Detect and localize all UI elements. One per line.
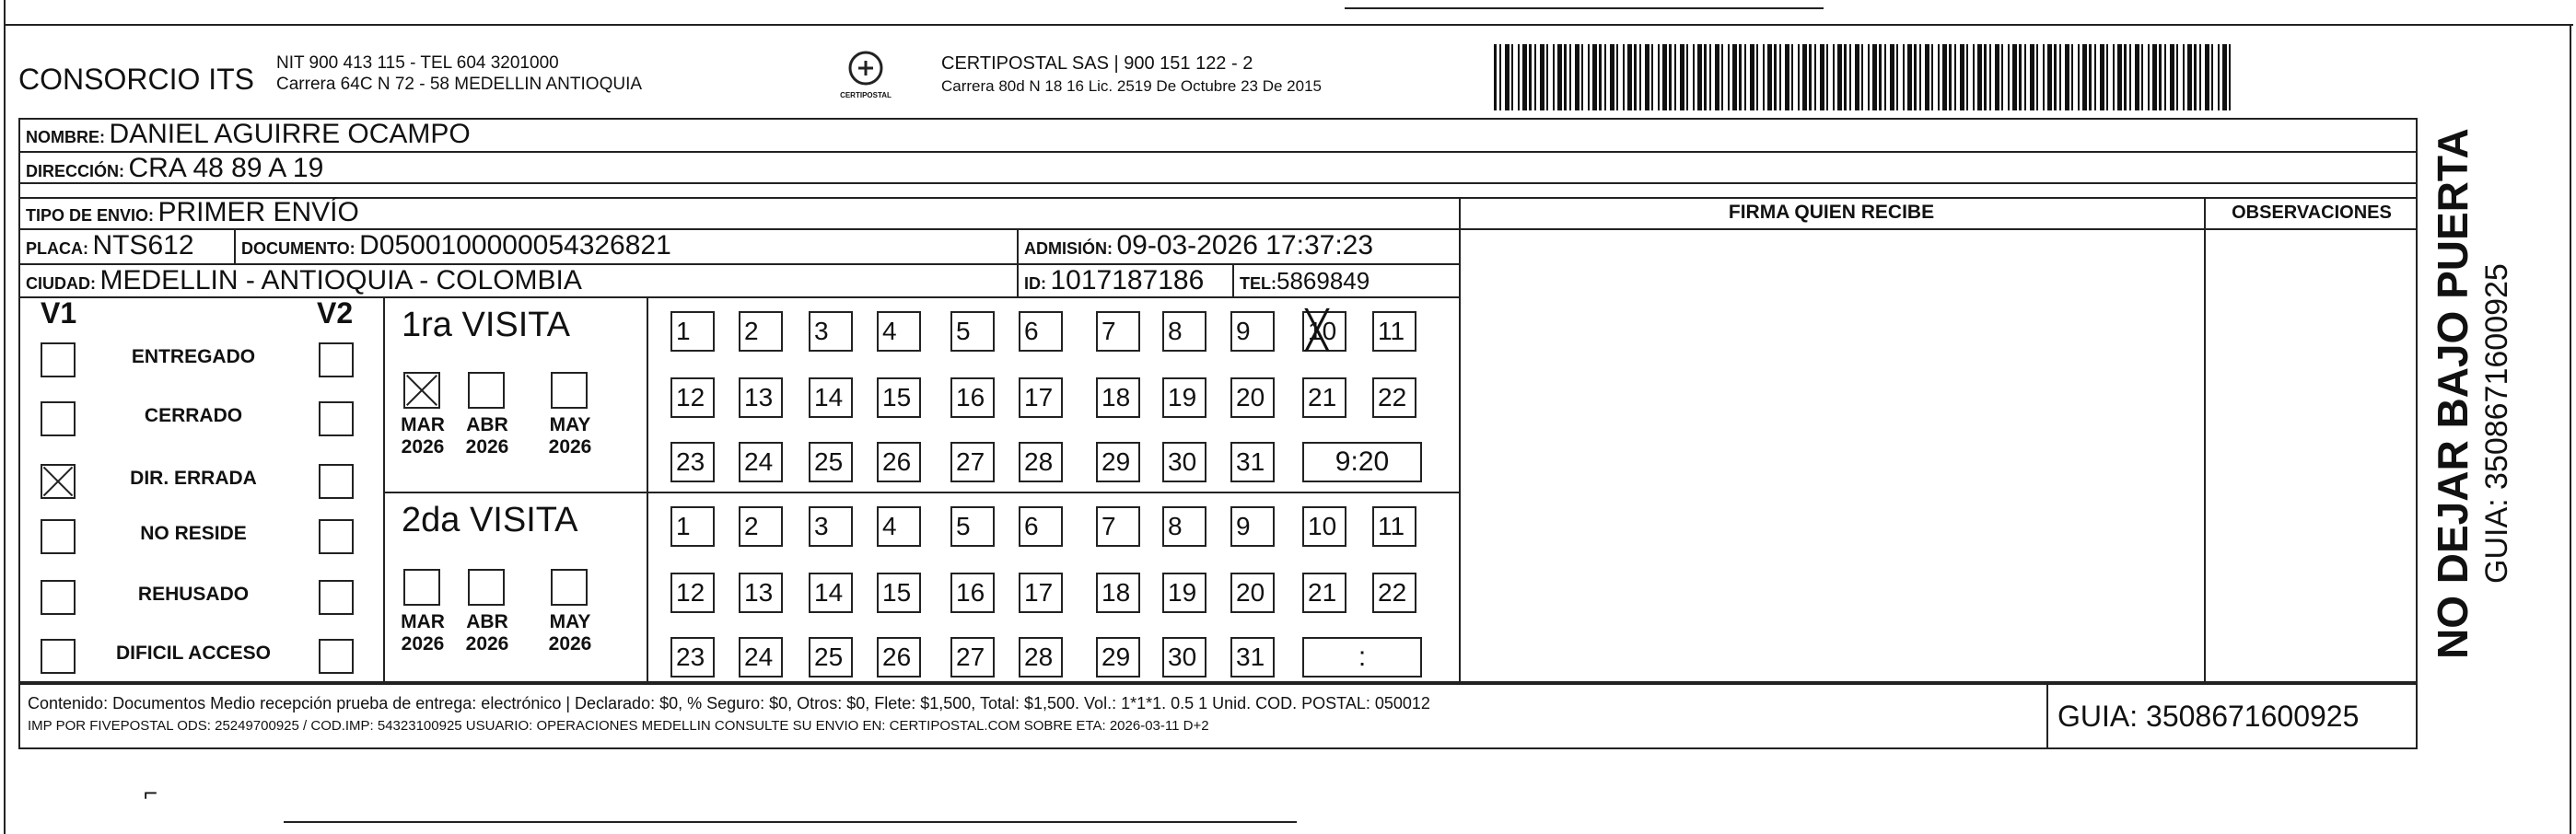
day-checkbox[interactable]: 23 [670,442,715,482]
day-checkbox[interactable]: 17 [1019,573,1063,613]
day-checkbox[interactable]: 5 [950,506,995,547]
footer-guia-divider [2046,683,2048,747]
status-v2-checkbox[interactable] [319,401,354,436]
day-checkbox[interactable]: 10 ╳ [1302,311,1346,352]
no-dejar-bajo-puerta: NO DEJAR BAJO PUERTA [2429,128,2477,659]
documento-value: D0500100000054326821 [359,230,671,261]
company-name: CONSORCIO ITS [18,63,255,96]
day-checkbox[interactable]: 22 [1372,377,1416,418]
day-checkbox[interactable]: 18 [1096,573,1140,613]
month-checkbox[interactable] [551,569,588,606]
status-v2-checkbox[interactable] [319,519,354,554]
day-checkbox[interactable]: 17 [1019,377,1063,418]
sheet-top-edge [4,24,2573,26]
day-checkbox[interactable]: 10 [1302,506,1346,547]
status-v1-checkbox[interactable] [41,639,76,674]
nombre-row [26,118,471,156]
day-checkbox[interactable]: 13 [739,377,783,418]
ciudad-label: CIUDAD: [26,274,96,293]
day-checkbox[interactable]: 2 [739,311,783,352]
tel-row [1240,264,1370,302]
day-checkbox[interactable]: 25 [809,637,853,678]
company-address: Carrera 64C N 72 - 58 MEDELLIN ANTIOQUIA [276,75,643,94]
month-label: MAY [549,414,591,435]
row-line-2 [18,182,2418,184]
nombre-label: NOMBRE: [26,128,105,146]
id-row [1024,264,1204,302]
tel-label: TEL: [1240,274,1276,293]
day-checkbox[interactable]: 30 [1162,637,1206,678]
direccion-label: DIRECCIÓN: [26,162,124,180]
month-checkbox[interactable] [468,569,505,606]
day-checkbox[interactable]: 28 [1019,637,1063,678]
tel-value: 5869849 [1276,267,1370,295]
day-checkbox[interactable]: 3 [809,311,853,352]
stray-mark: ⌐ [144,779,158,806]
day-checkbox[interactable]: 3 [809,506,853,547]
tel-divider [1232,263,1234,296]
status-v1-checkbox[interactable] [41,519,76,554]
day-checkbox[interactable]: 14 [809,377,853,418]
month-label: ABR [466,414,508,435]
status-label: REHUSADO [137,584,250,605]
month-checkbox[interactable] [468,372,505,409]
visit2-title: 2da VISITA [402,501,578,539]
month-label: MAY [549,611,591,632]
day-checkbox[interactable]: 12 [670,377,715,418]
bottom-scrap-line [284,821,1297,823]
documento-row [241,229,671,267]
month-year: 2026 [465,436,509,458]
month-year: 2026 [548,436,592,458]
day-checkbox[interactable]: 11 [1372,311,1416,352]
placa-value: NTS612 [92,230,194,261]
footer-guia: GUIA: 3508671600925 [2057,700,2360,733]
day-checkbox[interactable]: 6 [1019,311,1063,352]
day-checkbox[interactable]: 15 [877,573,921,613]
status-label: NO RESIDE [140,523,247,544]
footer-bottom-line [18,747,2418,749]
sheet-left-edge [4,0,6,834]
day-checkbox[interactable]: 16 [950,377,995,418]
visit-split-line [383,492,1459,493]
status-v2-checkbox[interactable] [319,464,354,499]
day-checkbox[interactable]: 27 [950,637,995,678]
day-checkbox[interactable]: 26 [877,442,921,482]
ciudad-value: MEDELLIN - ANTIOQUIA - COLOMBIA [99,265,582,295]
footer-imp-line: IMP POR FIVEPOSTAL ODS: 25249700925 / COD.IMP: 54323100925 USUARIO: OPERACIONES MEDELLIN CONSULTE SU ENVIO EN: CERTIPOSTAL.COM SOBRE ETA: 2026-03-11 D+2 [28,718,1209,734]
status-v2-checkbox[interactable] [319,639,354,674]
day-checkbox[interactable]: 5 [950,311,995,352]
day-checkbox[interactable]: 2 [739,506,783,547]
day-checkbox[interactable]: 21 [1302,573,1346,613]
day-checkbox[interactable]: 22 [1372,573,1416,613]
time-field[interactable]: 9:20 [1302,442,1422,482]
month-year: 2026 [465,633,509,654]
status-v1-checkbox[interactable] [41,464,76,499]
status-v1-checkbox[interactable] [41,342,76,377]
documento-label: DOCUMENTO: [241,239,356,258]
day-checkbox[interactable]: 27 [950,442,995,482]
footer-left-edge [18,683,20,747]
observaciones-area[interactable] [2206,230,2416,681]
day-checkbox[interactable]: 25 [809,442,853,482]
day-checkbox[interactable]: 14 [809,573,853,613]
day-checkbox[interactable]: 24 [739,442,783,482]
admision-label: ADMISIÓN: [1024,239,1113,258]
day-checkbox[interactable]: 9 [1230,506,1275,547]
placa-row [26,229,194,267]
v1-header: V1 [41,296,77,330]
certipostal-logo-icon [847,50,884,87]
firma-area[interactable] [1461,230,2202,681]
months-divider [647,296,648,683]
day-checkbox[interactable]: 7 [1096,506,1140,547]
day-checkbox[interactable]: 26 [877,637,921,678]
status-label: DIR. ERRADA [130,468,257,489]
admision-value: 09-03-2026 17:37:23 [1116,230,1374,261]
status-divider [383,296,385,683]
tipo-value: PRIMER ENVÍO [157,197,359,227]
day-checkbox[interactable]: 8 [1162,506,1206,547]
month-year: 2026 [401,633,445,654]
status-v1-checkbox[interactable] [41,580,76,615]
id-value: 1017187186 [1050,265,1205,295]
status-v2-checkbox[interactable] [319,580,354,615]
tipo-label: TIPO DE ENVIO: [26,206,155,225]
month-checkbox[interactable] [403,372,440,409]
day-checkbox[interactable]: 4 [877,311,921,352]
day-checkbox[interactable]: 30 [1162,442,1206,482]
status-v2-checkbox[interactable] [319,342,354,377]
side-guia: GUIA: 3508671600925 [2479,263,2514,584]
status-label: CERRADO [144,405,243,426]
certipostal-logo [838,50,893,105]
day-checkbox[interactable]: 1 [670,506,715,547]
tipo-row [26,197,359,233]
day-checkbox[interactable]: 1 [670,311,715,352]
day-checkbox[interactable]: 29 [1096,637,1140,678]
direccion-row [26,153,323,189]
footer-content-line: Contenido: Documentos Medio recepción prueba de entrega: electrónico | Declarado: $0, % Seguro: $0, Otros: $0, Flete: $1,500, Total: $1,500. Vol.: 1*1*1. 0.5 1 Unid. COD. POSTAL: 050012 [28,694,1430,712]
day-checkbox[interactable]: 19 [1162,573,1206,613]
day-checkbox[interactable]: 16 [950,573,995,613]
placa-divider [234,228,236,263]
day-checkbox[interactable]: 15 [877,377,921,418]
month-year: 2026 [401,436,445,458]
time-field[interactable]: : [1302,637,1422,678]
direccion-value: CRA 48 89 A 19 [128,153,324,183]
admision-row [1024,229,1373,267]
day-checkbox[interactable]: 13 [739,573,783,613]
day-checkbox[interactable]: 8 [1162,311,1206,352]
day-checkbox[interactable]: 28 [1019,442,1063,482]
ciudad-row [26,264,582,302]
month-year: 2026 [548,633,592,654]
id-label: ID: [1024,274,1046,293]
footer-top-line [18,683,2418,685]
nombre-value: DANIEL AGUIRRE OCAMPO [109,119,471,149]
day-checkbox[interactable]: 18 [1096,377,1140,418]
day-checkbox[interactable]: 24 [739,637,783,678]
v2-header: V2 [317,296,354,330]
day-checkbox[interactable]: 23 [670,637,715,678]
admision-divider [1017,228,1019,296]
month-label: MAR [401,611,445,632]
day-checkbox[interactable]: 4 [877,506,921,547]
day-checkbox[interactable]: 20 [1230,573,1275,613]
sheet-right-edge [2570,24,2571,834]
day-checkbox[interactable]: 9 [1230,311,1275,352]
logo-caption: CERTIPOSTAL [840,91,892,99]
day-checkbox[interactable]: 21 [1302,377,1346,418]
placa-label: PLACA: [26,239,88,258]
footer-right-edge [2416,683,2418,747]
day-checkbox[interactable]: 31 [1230,637,1275,678]
status-label: DIFICIL ACCESO [115,643,271,664]
certipostal-name: CERTIPOSTAL SAS | 900 151 122 - 2 [941,53,1253,74]
day-checkbox[interactable]: 12 [670,573,715,613]
observaciones-label: OBSERVACIONES [2232,203,2392,223]
month-label: ABR [466,611,508,632]
status-label: ENTREGADO [131,346,256,367]
day-checkbox[interactable]: 20 [1230,377,1275,418]
day-checkbox[interactable]: 29 [1096,442,1140,482]
day-checkbox[interactable]: 19 [1162,377,1206,418]
top-scrap-line [1345,7,1824,9]
visit1-title: 1ra VISITA [402,306,571,344]
status-v1-checkbox[interactable] [41,401,76,436]
day-checkbox[interactable]: 31 [1230,442,1275,482]
barcode [1494,44,2231,110]
day-checkbox[interactable]: 7 [1096,311,1140,352]
day-checkbox[interactable]: 6 [1019,506,1063,547]
month-checkbox[interactable] [551,372,588,409]
day-checkbox[interactable]: 11 [1372,506,1416,547]
month-label: MAR [401,414,445,435]
month-checkbox[interactable] [403,569,440,606]
certipostal-address: Carrera 80d N 18 16 Lic. 2519 De Octubre 23 De 2015 [941,77,1322,95]
firma-label: FIRMA QUIEN RECIBE [1728,202,1935,223]
company-nit: NIT 900 413 115 - TEL 604 3201000 [276,53,559,73]
